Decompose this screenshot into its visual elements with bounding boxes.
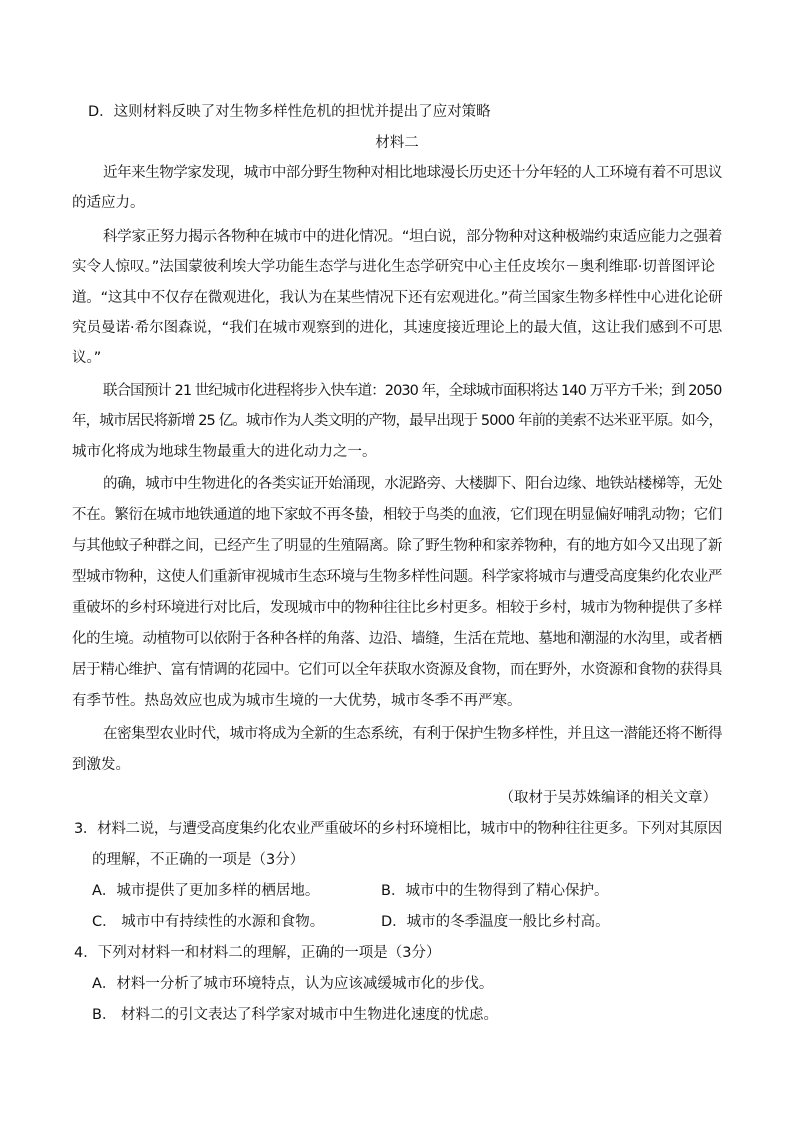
- question-stem: 3．材料二说，与遭受高度集约化农业严重破坏的乡村环境相比，城市中的物种往往更多。下列对其原因: [74, 821, 722, 837]
- option-d: D．城市的冬季温度一般比乡村高。: [381, 914, 610, 930]
- text-line: 化的生境。动植物可以依附于各种各样的角落、边沿、墙缝，生活在荒地、墓地和潮湿的水沟里，或者栖: [72, 631, 722, 647]
- text-line: 到激发。: [72, 757, 130, 773]
- option-d-previous: D．这则材料反映了对生物多样性危机的担忧并提出了应对策略: [88, 104, 491, 120]
- option-a: A．城市提供了更加多样的栖居地。: [92, 883, 320, 899]
- text-line: 的适应力。: [72, 195, 145, 211]
- option-b: B．城市中的生物得到了精心保护。: [381, 883, 609, 899]
- text-line: 在密集型农业时代，城市将成为全新的生态系统，有利于保护生物多样性，并且这一潜能还将不断得: [103, 726, 723, 742]
- question-stem: 4．下列对材料一和材料二的理解，正确的一项是（3分）: [74, 945, 441, 961]
- text-line: 议。”: [72, 350, 102, 366]
- text-line: 年，城市居民将新增 25 亿。城市作为人类文明的产物，最早出现于 5000 年前的美索不达米亚平原。如今，: [72, 413, 723, 429]
- text-line: 的确，城市中生物进化的各类实证开始涌现，水泥路旁、大楼脚下、阳台边缘、地铁站楼梯等，无处: [103, 476, 723, 492]
- text-line: 科学家正努力揭示各物种在城市中的进化情况。“坦白说，部分物种对这种极端约束适应能力之强着: [103, 229, 723, 245]
- text-line: 重破坏的乡村环境进行对比后，发现城市中的物种往往比乡村更多。相较于乡村，城市为物种提供了多样: [72, 600, 722, 616]
- text-line: 道。“这其中不仅存在微观进化，我认为在某些情况下还有宏观进化。”荷兰国家生物多样性中心进化论研: [72, 290, 723, 306]
- source-note: （取材于吴苏姝编译的相关文章）: [499, 790, 717, 806]
- text-line: 联合国预计 21 世纪城市化进程将步入快车道：2030 年，全球城市面积将达 140 万平方千米；到 2050: [103, 383, 722, 399]
- text-line: 究员曼诺·希尔图森说，“我们在城市观察到的进化，其速度接近理论上的最大值，这让我们感到不可思: [72, 320, 723, 336]
- text-line: 城市化将成为地球生物最重大的进化动力之一。: [72, 444, 377, 460]
- option-b: B． 材料二的引文表达了科学家对城市中生物进化速度的忧虑。: [92, 1007, 499, 1023]
- text-line: 居于精心维护、富有情调的花园中。它们可以全年获取水资源及食物，而在野外，水资源和食物的获得具: [72, 662, 722, 678]
- text-line: 型城市物种，这使人们重新审视城市生态环境与生物多样性问题。科学家将城市与遭受高度集约化农业严: [72, 569, 722, 585]
- option-c: C． 城市中有持续性的水源和食物。: [92, 914, 325, 930]
- text-line: 与其他蚊子种群之间，已经产生了明显的生殖隔离。除了野生物种和家养物种，有的地方如今又出现了新: [72, 538, 722, 554]
- option-a: A．材料一分析了城市环境特点，认为应该减缓城市化的步伐。: [92, 976, 494, 992]
- question-stem: 的理解，不正确的一项是（3分）: [92, 852, 305, 868]
- text-line: 近年来生物学家发现，城市中部分野生物种对相比地球漫长历史还十分年轻的人工环境有着不可思议: [103, 165, 723, 181]
- text-line: 实令人惊叹。”法国蒙彼利埃大学功能生态学与进化生态学研究中心主任皮埃尔－奥利维耶·切普图评论: [72, 259, 715, 275]
- section-title: 材料二: [375, 135, 419, 151]
- text-line: 不在。繁衍在城市地铁通道的地下家蚊不再冬蛰，相较于鸟类的血液，它们现在明显偏好哺乳动物；它们: [72, 507, 722, 523]
- text-line: 有季节性。热岛效应也成为城市生境的一大优势，城市冬季不再严寒。: [72, 693, 522, 709]
